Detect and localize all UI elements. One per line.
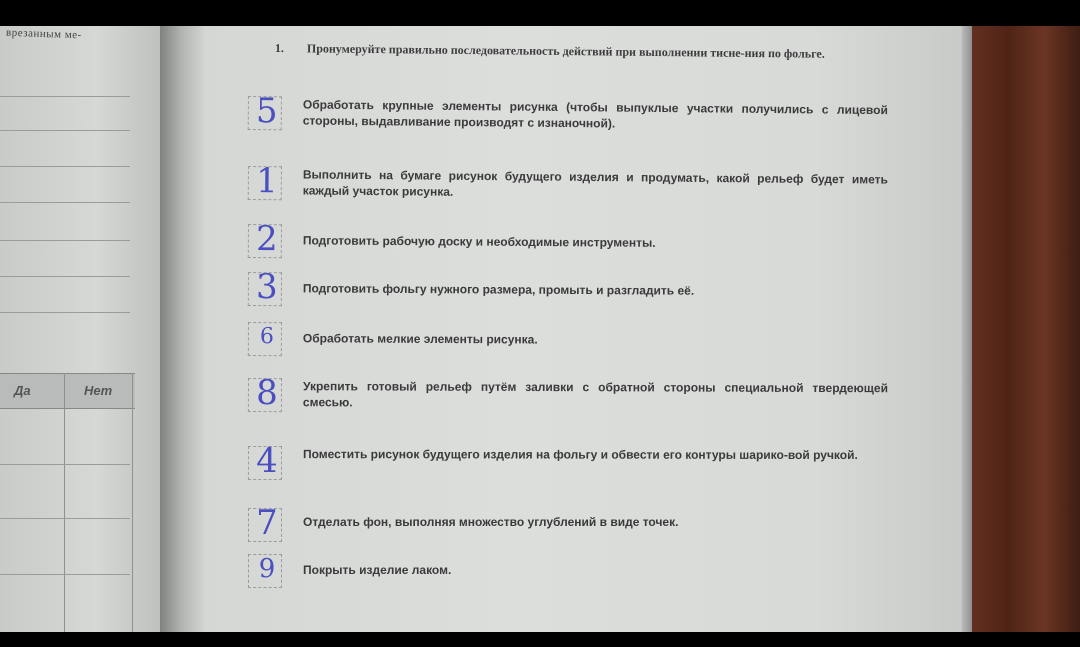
answer-box[interactable] [248,554,282,588]
list-item [248,441,898,482]
item-text: Отделать фон, выполняя множество углублений в виде точек. [303,515,679,529]
task-title: Пронумеруйте правильно последовательность действий при выполнении тисне-ния по фольге. [306,41,825,61]
handwritten-answer: 2 [255,219,278,260]
item-text: Обработать мелкие элементы рисунка. [302,331,538,347]
handwritten-answer: 1 [255,161,278,202]
item-text: Укрепить готовый рельеф путём заливки с обратной стороны специальной твердеющей смесью. [302,379,888,410]
answer-box[interactable] [248,503,282,543]
answer-box[interactable] [248,322,282,356]
ruled-line [0,166,130,167]
table-header-yes: Да [14,383,31,398]
answer-box[interactable] [248,161,282,202]
ruled-line [0,276,130,277]
answer-box[interactable] [248,219,282,260]
handwritten-answer: 4 [256,441,278,482]
item-text: Подготовить рабочую доску и необходимые инструменты. [302,233,656,250]
handwritten-answer: 9 [258,554,276,584]
table-header-no: Нет [84,383,113,398]
table-row-line [0,518,130,519]
handwritten-answer: 6 [259,324,274,350]
handwritten-answer: 5 [255,91,278,132]
task-number: 1. [274,40,284,56]
item-text: Подготовить фольгу нужного размера, промыть и разгладить её. [302,281,695,298]
table-divider [132,373,133,632]
page-edge [962,26,972,632]
ruled-line [0,130,130,131]
item-text: Выполнить на бумаге рисунок будущего изделия и продумать, какой рельеф будет иметь каждый участок рисунка. [302,167,888,199]
answer-box[interactable] [248,441,282,482]
wooden-table [960,26,1080,632]
item-text: Поместить рисунок будущего изделия на фольгу и обвести его контуры шарико-вой ручкой. [302,447,858,463]
left-page [0,26,160,632]
item-text: Покрыть изделие лаком. [303,563,452,577]
ruled-line [0,312,130,313]
handwritten-answer: 3 [255,267,278,308]
table-row-line [0,574,130,575]
book-gutter [160,26,205,632]
item-text: Обработать крупные элементы рисунка (чтобы выпуклые участки получились с лицевой стороны, выдавливание производят с изнаночной). [302,97,888,131]
table-divider [64,373,65,632]
answer-box[interactable] [248,91,282,132]
yes-no-table-header [0,373,135,409]
ruled-line [0,202,130,203]
handwritten-answer: 7 [256,503,278,543]
handwritten-answer: 8 [256,373,278,414]
photo-frame [0,26,1080,632]
ruled-line [0,240,130,241]
left-page-fragment-text: врезанным ме- [5,26,83,42]
ruled-line [0,96,130,97]
table-row-line [0,464,130,465]
answer-box[interactable] [248,373,282,414]
answer-box[interactable] [248,267,282,308]
